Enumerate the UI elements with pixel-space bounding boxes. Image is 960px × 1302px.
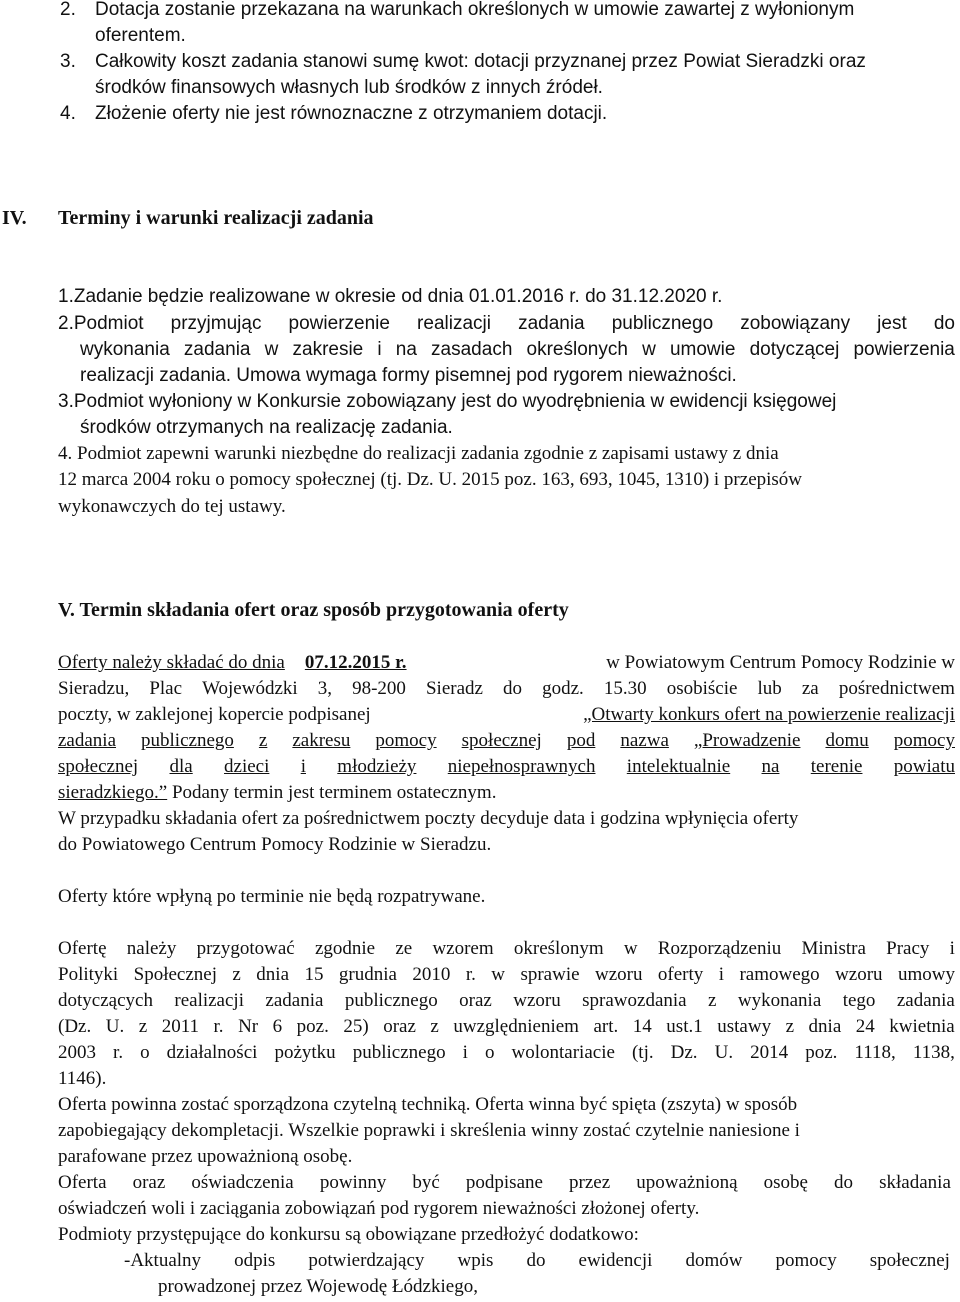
text-span: Podany termin jest terminem ostatecznym. bbox=[167, 782, 497, 803]
paragraph-line: do Powiatowego Centrum Pomocy Rodzinie w Sieradzu. bbox=[58, 834, 492, 855]
paragraph-line: realizacji zadania. Umowa wymaga formy pisemnej pod rygorem nieważności. bbox=[80, 365, 737, 386]
paragraph-line: 2003 r. o działalności pożytku publicznego i o wolontariacie (tj. Dz. U. 2014 poz. 1118, 1138, bbox=[58, 1042, 955, 1063]
contest-title-start: „Otwarty konkurs ofert na powierzenie realizacji bbox=[583, 704, 955, 725]
bullet-item: -Aktualny odpis potwierdzający wpis do ewidencji domów pomocy społecznej bbox=[124, 1250, 950, 1271]
underline-gap bbox=[407, 653, 415, 672]
paragraph-line: (Dz. U. z 2011 r. Nr 6 poz. 25) oraz z uwzględnieniem art. 14 ust.1 ustawy z dnia 24 kwietnia bbox=[58, 1016, 955, 1037]
paragraph-line: Sieradzu, Plac Wojewódzki 3, 98-200 Sieradz do godz. 15.30 osobiście lub za pośrednictwem bbox=[58, 678, 955, 699]
list-item-text: Dotacja zostanie przekazana na warunkach określonych w umowie zawartej z wyłonionym bbox=[95, 0, 855, 20]
paragraph-line: 2.Podmiot przyjmując powierzenie realizacji zadania publicznego zobowiązany jest do bbox=[58, 313, 955, 334]
contest-title-end: sieradzkiego.” bbox=[58, 782, 168, 803]
section-title: V. Termin składania ofert oraz sposób przygotowania oferty bbox=[58, 599, 569, 621]
deadline-lead: Oferty należy składać do dnia bbox=[58, 652, 285, 673]
paragraph-line bbox=[58, 705, 955, 724]
paragraph-line bbox=[58, 653, 955, 672]
paragraph-line: Oferta oraz oświadczenia powinny być podpisane przez upoważnioną osobę do składania bbox=[58, 1172, 951, 1193]
paragraph-line: parafowane przez upoważnioną osobę. bbox=[58, 1146, 353, 1167]
list-item-text: oferentem. bbox=[95, 25, 186, 46]
paragraph-line: Podmioty przystępujące do konkursu są obowiązane przedłożyć dodatkowo: bbox=[58, 1224, 639, 1245]
paragraph-line: oświadczeń woli i zaciągania zobowiązań pod rygorem nieważności złożonej oferty. bbox=[58, 1198, 700, 1219]
deadline-place: w Powiatowym Centrum Pomocy Rodzinie w bbox=[606, 652, 955, 673]
paragraph-line: 12 marca 2004 roku o pomocy społecznej (tj. Dz. U. 2015 poz. 163, 693, 1045, 1310) i przepisów bbox=[58, 469, 803, 490]
paragraph-line: dotyczących realizacji zadania publicznego oraz wzoru sprawozdania z wykonania tego zadania bbox=[58, 990, 955, 1011]
contest-title-line: zadania publicznego z zakresu pomocy społecznej pod nazwa „Prowadzenie domu pomocy bbox=[58, 730, 955, 751]
paragraph-line bbox=[58, 783, 496, 802]
paragraph-line: Ofertę należy przygotować zgodnie ze wzorem określonym w Rozporządzeniu Ministra Pracy i bbox=[58, 938, 955, 959]
paragraph-line: Oferty które wpłyną po terminie nie będą rozpatrywane. bbox=[58, 886, 486, 907]
section-title: Terminy i warunki realizacji zadania bbox=[58, 207, 374, 229]
list-number: 4. bbox=[60, 103, 76, 124]
paragraph-line: Polityki Społecznej z dnia 15 grudnia 2010 r. w sprawie wzoru oferty i ramowego wzoru umowy bbox=[58, 964, 955, 985]
paragraph-line: 1146). bbox=[58, 1068, 107, 1089]
section-number: IV. bbox=[2, 207, 27, 229]
paragraph-line: 3.Podmiot wyłoniony w Konkursie zobowiązany jest do wyodrębnienia w ewidencji księgowej bbox=[58, 391, 837, 412]
paragraph-line: W przypadku składania ofert za pośrednictwem poczty decyduje data i godzina wpłynięcia oferty bbox=[58, 808, 799, 829]
list-item-text: Złożenie oferty nie jest równoznaczne z otrzymaniem dotacji. bbox=[95, 103, 608, 124]
list-item-text: środków finansowych własnych lub środków z innych źródeł. bbox=[95, 77, 603, 98]
text-span: poczty, w zaklejonej kopercie podpisanej bbox=[58, 704, 371, 725]
paragraph-line: środków otrzymanych na realizację zadania. bbox=[80, 417, 453, 438]
paragraph-line: wykonawczych do tej ustawy. bbox=[58, 496, 286, 517]
contest-title-line: społecznej dla dzieci i młodzieży niepełnosprawnych intelektualnie na terenie powiatu bbox=[58, 756, 955, 777]
paragraph-line: 4. Podmiot zapewni warunki niezbędne do realizacji zadania zgodnie z zapisami ustawy z dnia bbox=[58, 443, 779, 464]
paragraph-line: wykonania zadania w zakresie i na zasadach określonych w umowie dotyczącej powierzenia bbox=[80, 339, 955, 360]
list-number: 3. bbox=[60, 51, 76, 72]
paragraph-line: 1.Zadanie będzie realizowane w okresie od dnia 01.01.2016 r. do 31.12.2020 r. bbox=[58, 286, 723, 307]
deadline-date: 07.12.2015 r. bbox=[304, 652, 407, 673]
paragraph-line: Oferta powinna zostać sporządzona czytelną techniką. Oferta winna być spięta (zszyta) w sposób bbox=[58, 1094, 798, 1115]
bullet-item-continuation: prowadzonej przez Wojewodę Łódzkiego, bbox=[158, 1276, 478, 1297]
list-number: 2. bbox=[60, 0, 76, 20]
list-item-text: Całkowity koszt zadania stanowi sumę kwot: dotacji przyznanej przez Powiat Sieradzki oraz bbox=[95, 51, 866, 72]
paragraph-line: zapobiegający dekompletacji. Wszelkie poprawki i skreślenia winny zostać czytelnie naniesione i bbox=[58, 1120, 800, 1141]
